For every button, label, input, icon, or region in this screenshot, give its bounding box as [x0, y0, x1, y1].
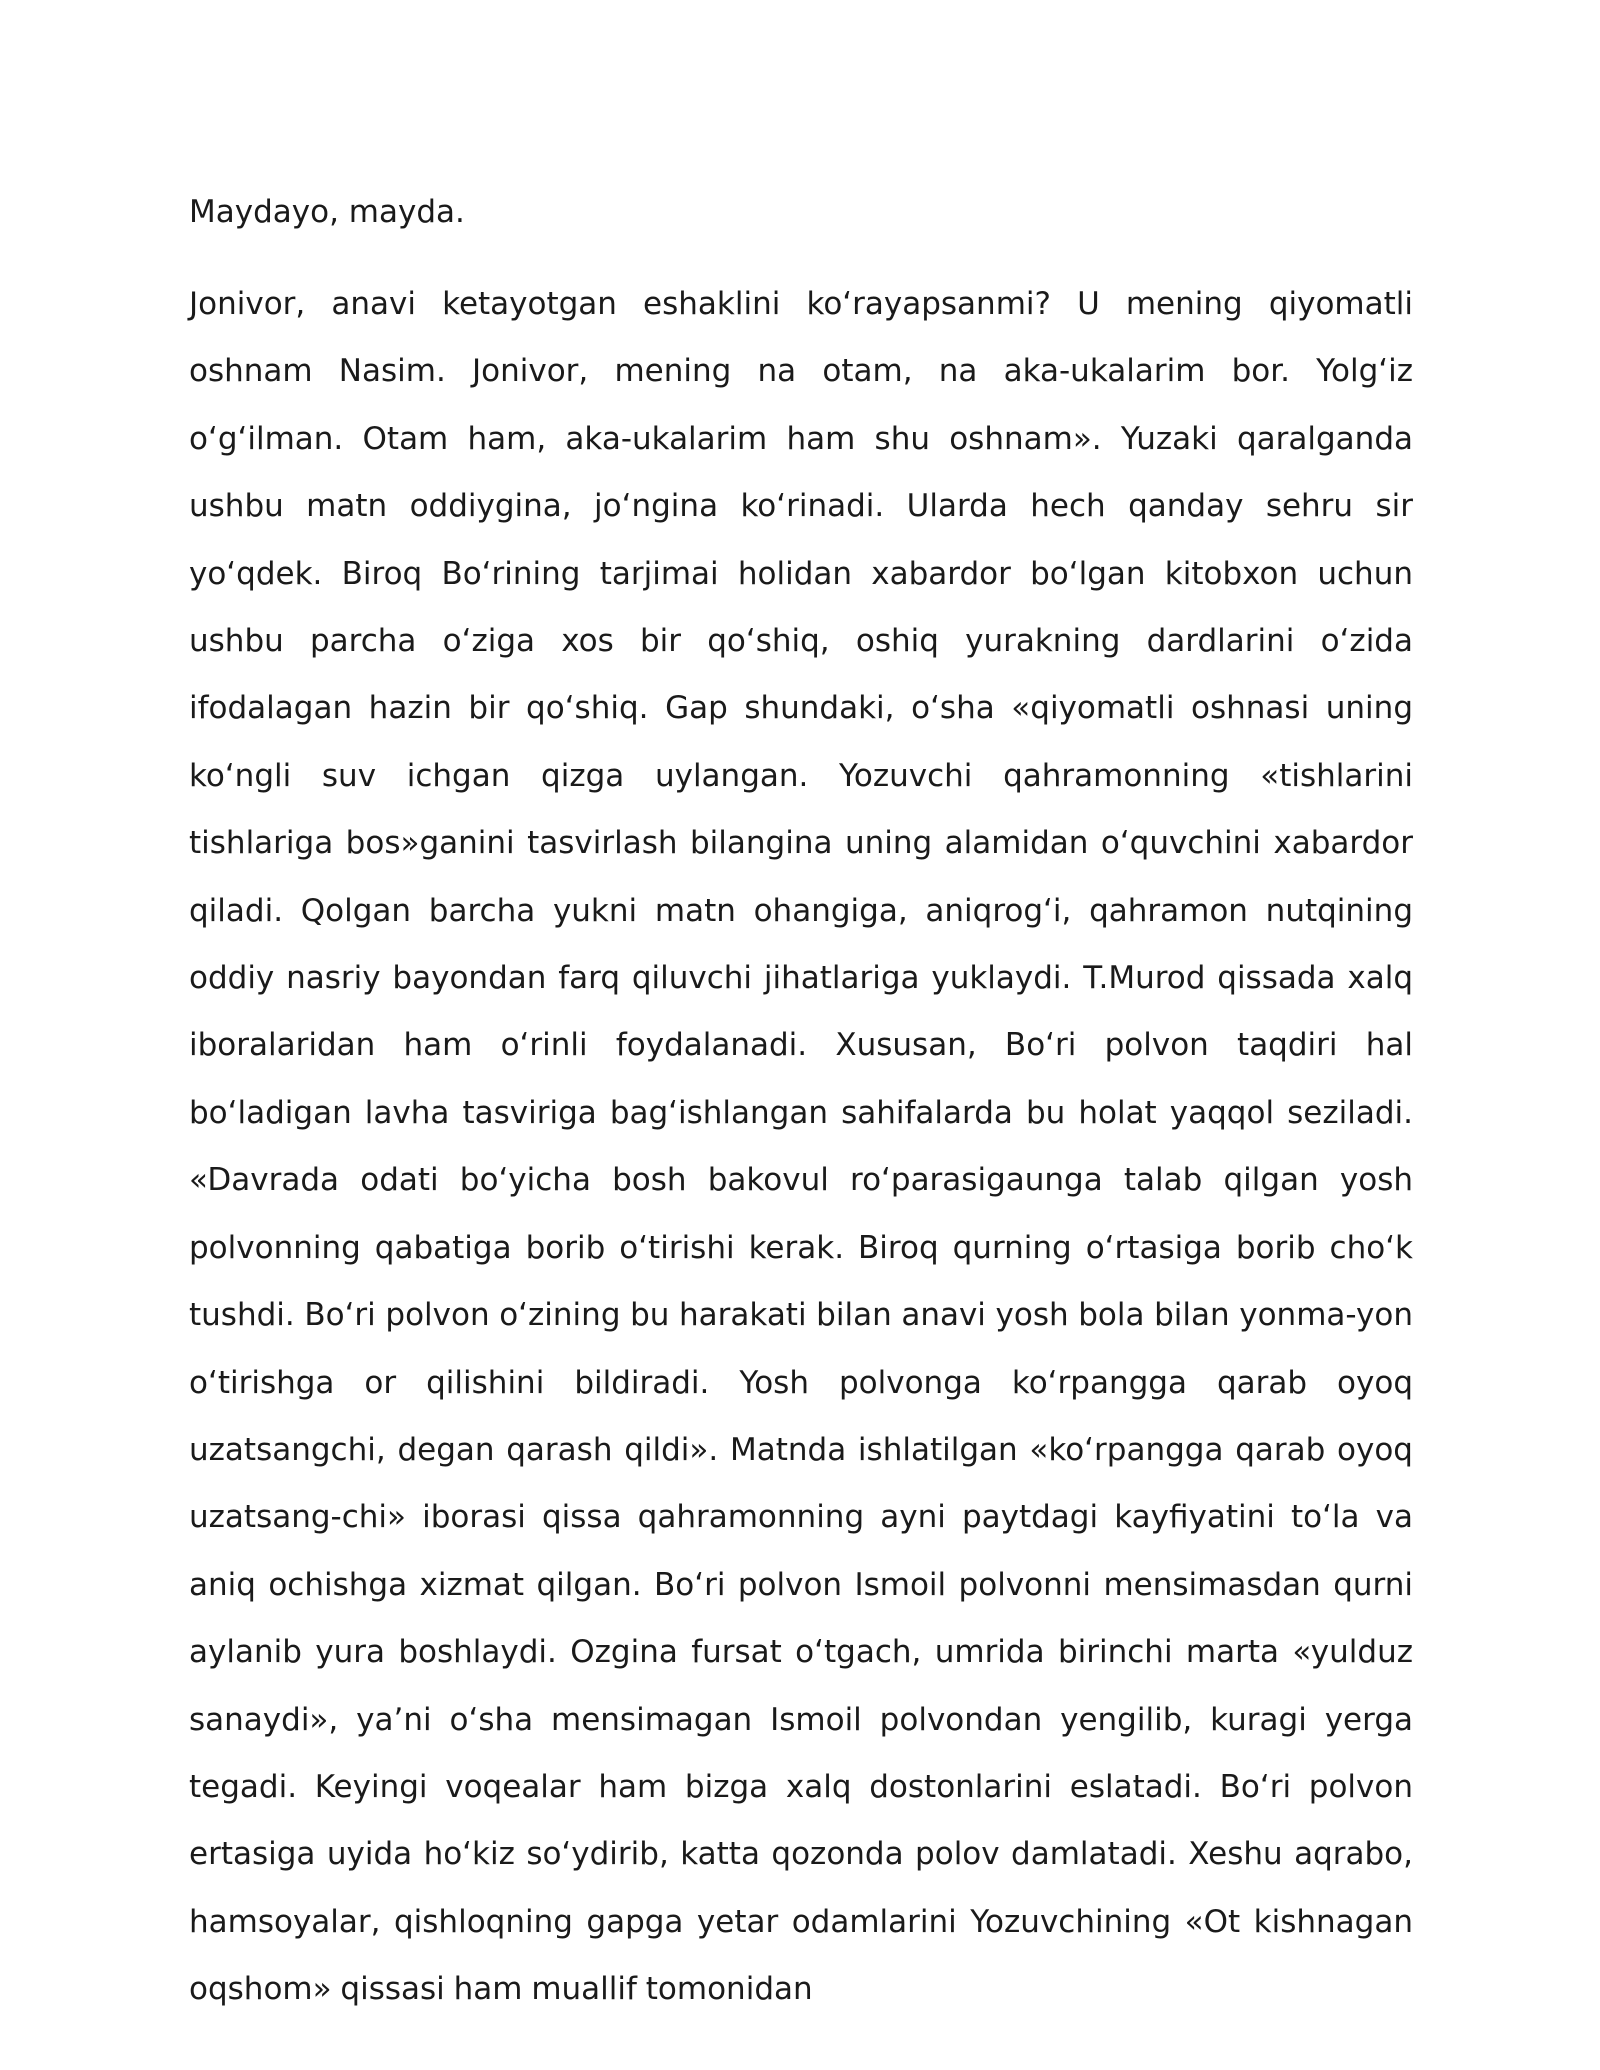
- document-body: [189, 186, 1413, 2024]
- opening-line: Maydayo, mayda.: [189, 194, 465, 230]
- body-paragraph: Jonivor, anavi ketayotgan eshaklini koʻrayapsanmi? U mening qiyomatli oshnam Nasim. Jonivor, mening na otam, na aka-ukalarim bor. Yolgʻiz oʻgʻilman. Otam ham, aka-ukalarim ham shu oshnam». Yuzaki qaralganda ushbu matn oddiygina, joʻngina koʻrinadi. Ularda hech qanday sehru sir yoʻqdek. Biroq Boʻrining tarjimai holidan xabardor boʻlgan kitobxon uchun ushbu parcha oʻziga xos bir qoʻshiq, oshiq yurakning dardlarini oʻzida ifodalagan hazin bir qoʻshiq. Gap shundaki, oʻsha «qiyomatli oshnasi uning koʻngli suv ichgan qizga uylangan. Yozuvchi qahramonning «tishlarini tishlariga bos»ganini tasvirlash bilangina uning alamidan oʻquvchini xabardor qiladi. Qolgan barcha yukni matn ohangiga, aniqrogʻi, qahramon nutqining oddiy nasriy bayondan farq qiluvchi jihatlariga yuklaydi. T.Murod qissada xalq iboralaridan ham oʻrinli foydalanadi. Xususan, Boʻri polvon taqdiri hal boʻladigan lavha tasviriga bagʻishlangan sahifalarda bu holat yaqqol seziladi. «Davrada odati boʻyicha bosh bakovul roʻparasigaunga talab qilgan yosh polvonning qabatiga borib oʻtirishi kerak. Biroq qurning oʻrtasiga borib choʻk tushdi. Boʻri polvon oʻzining bu harakati bilan anavi yosh bola bilan yonma-yon oʻtirishga or qilishini bildiradi. Yosh polvonga koʻrpangga qarab oyoq uzatsangchi, degan qarash qildi». Matnda ishlatilgan «koʻrpangga qarab oyoq uzatsang-chi» iborasi qissa qahramonning ayni paytdagi kayfiyatini toʻla va aniq ochishga xizmat qilgan. Boʻri polvon Ismoil polvonni mensimasdan qurni aylanib yura boshlaydi. Ozgina fursat oʻtgach, umrida birinchi marta «yulduz sanaydi», yaʼni oʻsha mensimagan Ismoil polvondan yengilib, kuragi yerga tegadi. Keyingi voqealar ham bizga xalq dostonlarini eslatadi. Boʻri polvon ertasiga uyida hoʻkiz soʻydirib, katta qozonda polov damlatadi. Xeshu aqrabo, hamsoyalar, qishloqning gapga yetar odamlarini Yozuvchining «Ot kishnagan oqshom» qissasi ham muallif tomonidan: [189, 286, 1413, 2008]
